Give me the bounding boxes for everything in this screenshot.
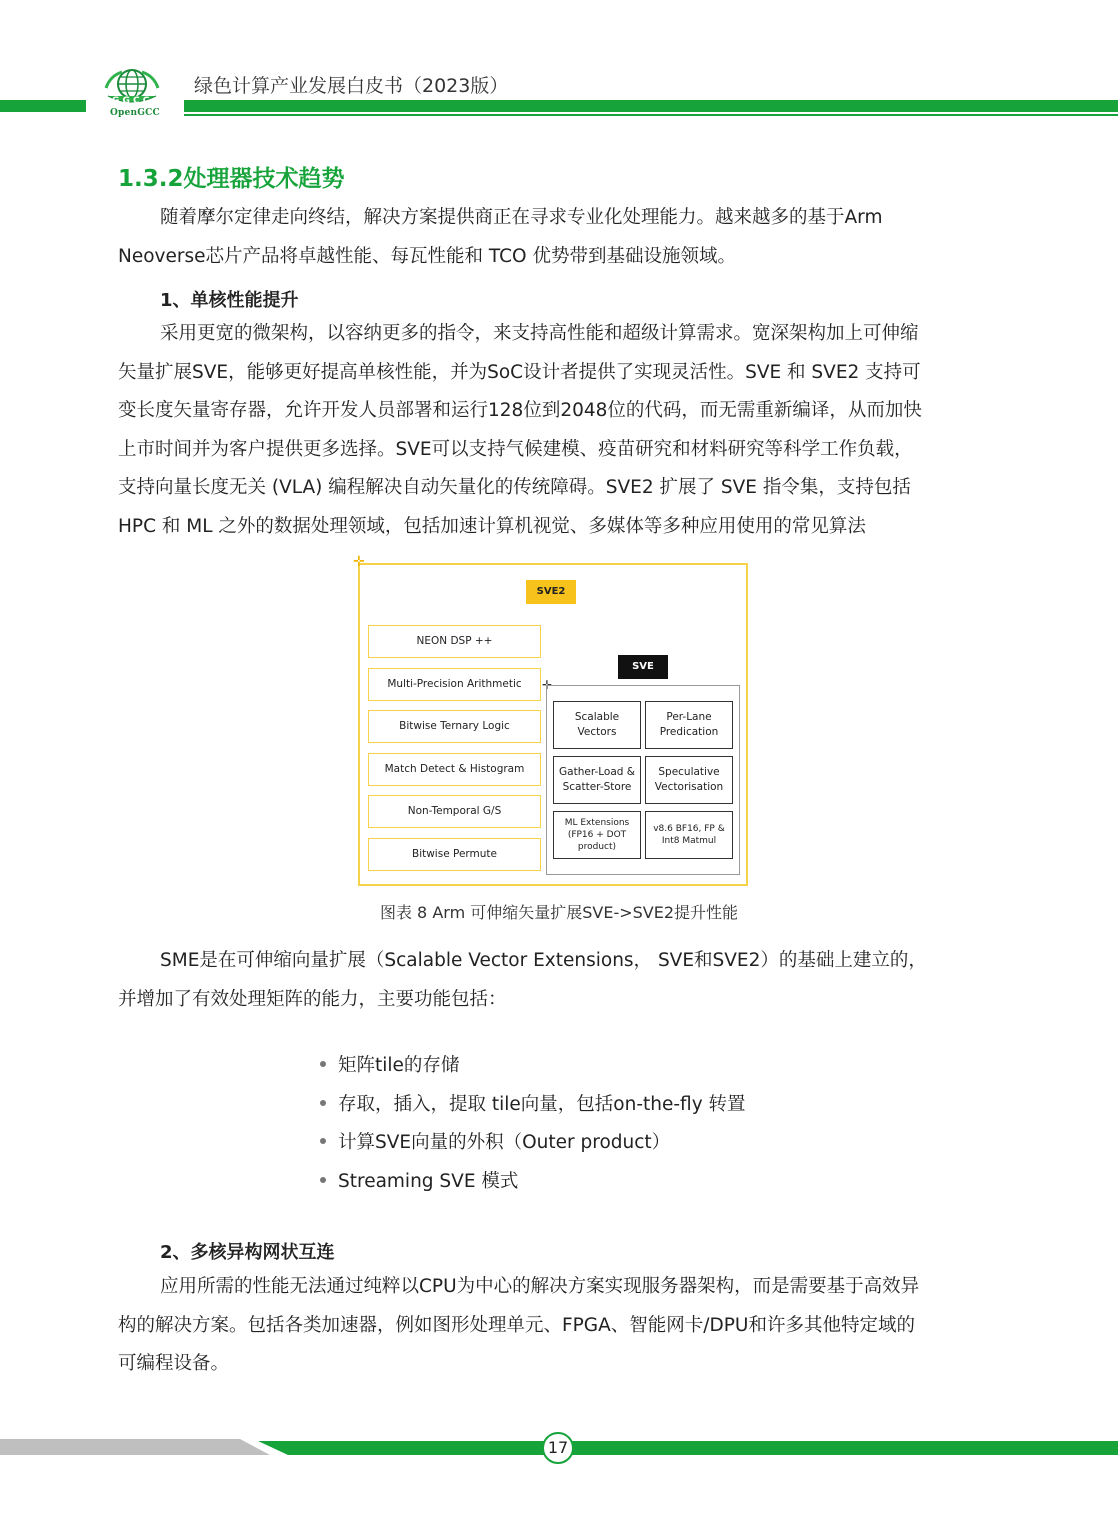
list-item: 矩阵tile的存储 bbox=[320, 1047, 746, 1086]
para2-line-1: 应用所需的性能无法通过纯粹以CPU为中心的解决方案实现服务器架构，而是需要基于高效异 bbox=[160, 1276, 920, 1297]
sve-feature: Gather-Load & Scatter-Store bbox=[553, 756, 641, 804]
list-item: 存取，插入，提取 tile向量，包括on-the-fly 转置 bbox=[320, 1086, 746, 1125]
sve2-tag: SVE2 bbox=[526, 580, 576, 604]
subheading-2: 2、多核异构网状互连 bbox=[160, 1242, 335, 1263]
intro-line-1: 随着摩尔定律走向终结，解决方案提供商正在寻求专业化处理能力。越来越多的基于Arm bbox=[160, 207, 883, 228]
para1-line-5: 支持向量长度无关 (VLA) 编程解决自动矢量化的传统障碍。SVE2 扩展了 SVE 指令集，支持包括 bbox=[118, 477, 911, 498]
logo-text: OpenGCC bbox=[110, 108, 160, 118]
sve-feature: Speculative Vectorisation bbox=[645, 756, 733, 804]
header-bar-left bbox=[0, 100, 86, 112]
sve2-feature: Non-Temporal G/S bbox=[368, 795, 541, 828]
sve-sve2-figure bbox=[350, 554, 750, 889]
sve2-feature: Multi-Precision Arithmetic bbox=[368, 668, 541, 701]
intro-paragraph bbox=[118, 199, 988, 276]
para1-line-1: 采用更宽的微架构，以容纳更多的指令，来支持高性能和超级计算需求。宽深架构加上可伸缩 bbox=[160, 323, 919, 344]
bullet-icon bbox=[320, 1100, 326, 1106]
header-bar-right bbox=[184, 100, 1118, 112]
bullet-icon bbox=[320, 1177, 326, 1183]
section-heading: 1.3.2处理器技术趋势 bbox=[118, 166, 345, 192]
figure-caption: 图表 8 Arm 可伸缩矢量扩展SVE->SVE2提升性能 bbox=[379, 903, 739, 922]
bullet-icon bbox=[320, 1138, 326, 1144]
plus-marker-icon: ✛ bbox=[353, 554, 365, 570]
sve-tag: SVE bbox=[618, 655, 668, 679]
sme-line-1: SME是在可伸缩向量扩展（Scalable Vector Extensions， SVE和SVE2）的基础上建立的， bbox=[160, 950, 927, 971]
sve2-feature: Bitwise Ternary Logic bbox=[368, 710, 541, 743]
heterogeneous-paragraph bbox=[118, 1268, 988, 1384]
sve2-feature: Match Detect & Histogram bbox=[368, 753, 541, 786]
sme-paragraph bbox=[118, 942, 988, 1019]
plus-marker-icon: ✛ bbox=[542, 678, 553, 692]
para1-line-2: 矢量扩展SVE，能够更好提高单核性能，并为SoC设计者提供了实现灵活性。SVE 和 SVE2 支持可 bbox=[118, 361, 921, 383]
subheading-1: 1、单核性能提升 bbox=[160, 290, 299, 311]
page-number: 17 bbox=[542, 1432, 574, 1464]
para1-line-6: HPC 和 ML 之外的数据处理领域，包括加速计算机视觉、多媒体等多种应用使用的常见算法 bbox=[118, 515, 866, 537]
para2-line-2: 构的解决方案。包括各类加速器，例如图形处理单元、FPGA、智能网卡/DPU和许多其他特定域的 bbox=[118, 1314, 915, 1336]
sve-feature: v8.6 BF16, FP & Int8 Matmul bbox=[645, 811, 733, 859]
bullet-icon bbox=[320, 1061, 326, 1067]
header-bar-thin bbox=[184, 114, 1118, 116]
footer-bar-green bbox=[258, 1441, 1118, 1455]
sve-feature: Scalable Vectors bbox=[553, 701, 641, 749]
para2-line-3: 可编程设备。 bbox=[118, 1353, 230, 1374]
intro-line-2: Neoverse芯片产品将卓越性能、每瓦性能和 TCO 优势带到基础设施领域。 bbox=[118, 245, 736, 267]
sve2-feature: NEON DSP ++ bbox=[368, 625, 541, 658]
sme-feature-list bbox=[320, 1047, 746, 1201]
sve-feature: ML Extensions (FP16 + DOT product) bbox=[553, 811, 641, 859]
document-title: 绿色计算产业发展白皮书（2023版） bbox=[194, 75, 509, 97]
svg-text:G G C C: G G C C bbox=[112, 96, 150, 106]
list-item: 计算SVE向量的外积（Outer product） bbox=[320, 1124, 746, 1163]
single-core-paragraph bbox=[118, 315, 988, 546]
sve2-feature: Bitwise Permute bbox=[368, 838, 541, 871]
para1-line-3: 变长度矢量寄存器，允许开发人员部署和运行128位到2048位的代码，而无需重新编译，从而加快 bbox=[118, 400, 922, 421]
list-item: Streaming SVE 模式 bbox=[320, 1163, 746, 1202]
para1-line-4: 上市时间并为客户提供更多选择。SVE可以支持气候建模、疫苗研究和材料研究等科学工作负载， bbox=[118, 438, 913, 460]
sme-line-2: 并增加了有效处理矩阵的能力，主要功能包括： bbox=[118, 988, 507, 1010]
sve-feature: Per-Lane Predication bbox=[645, 701, 733, 749]
footer-bar-gray bbox=[0, 1439, 270, 1455]
